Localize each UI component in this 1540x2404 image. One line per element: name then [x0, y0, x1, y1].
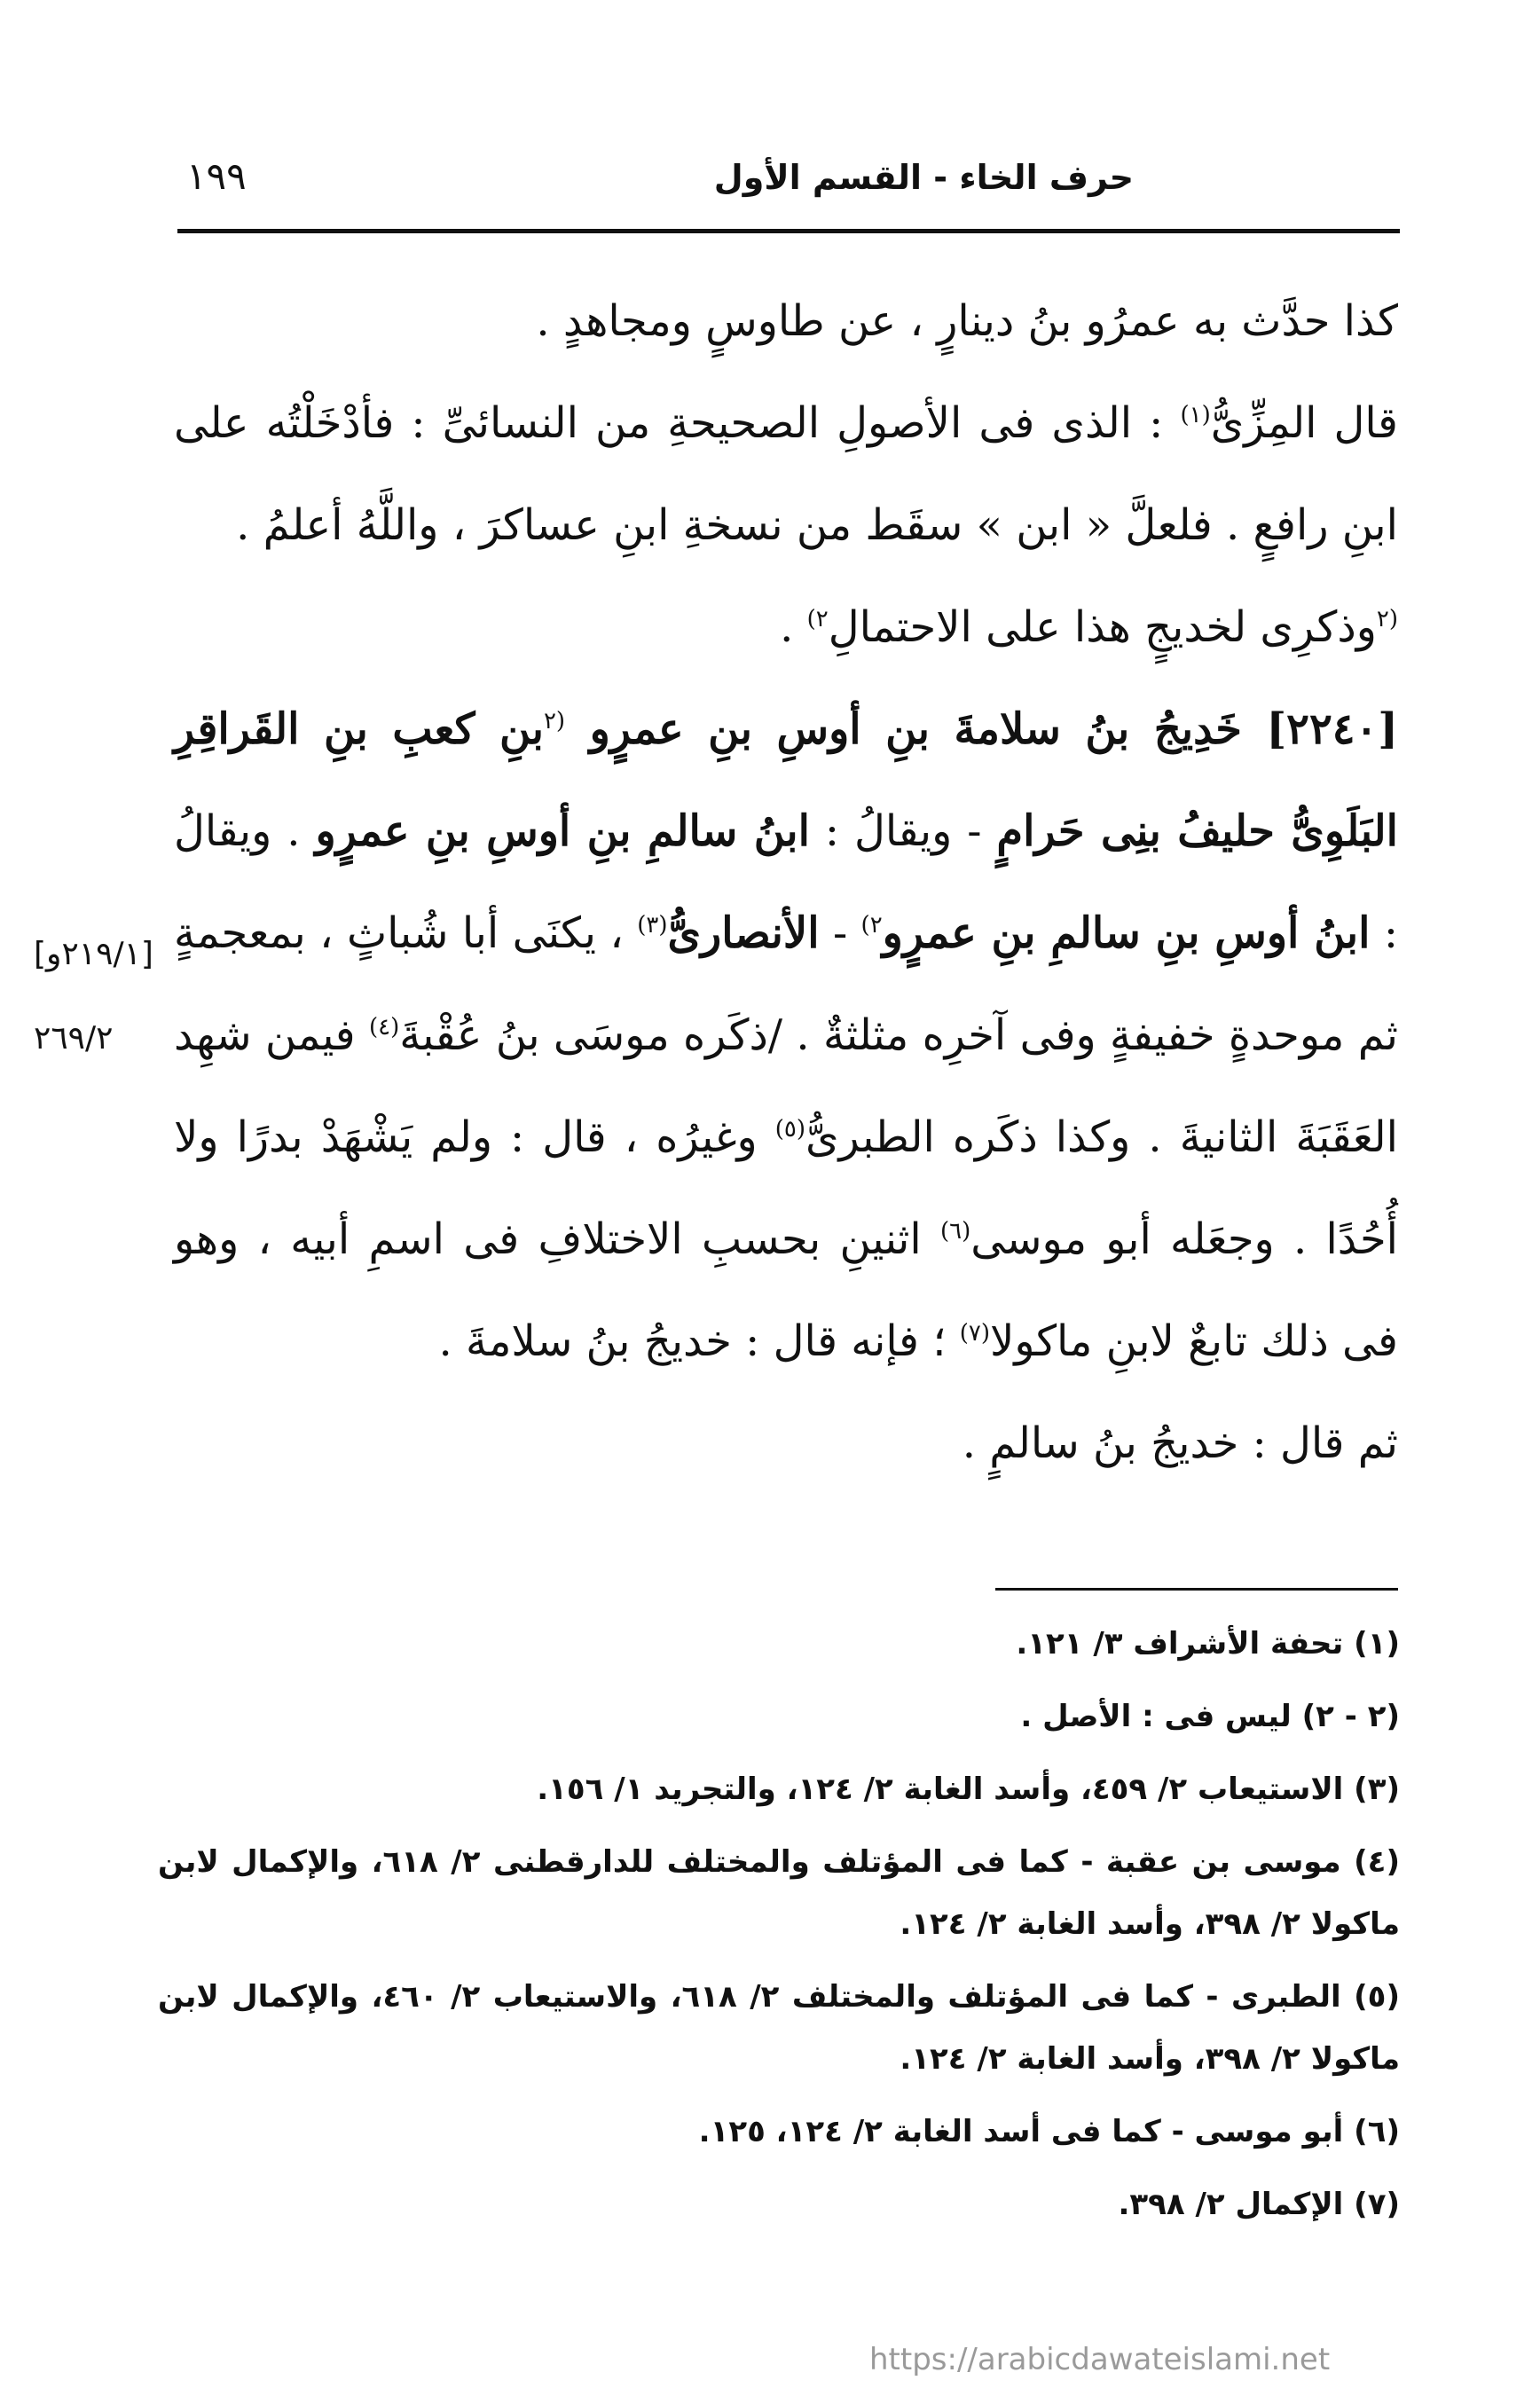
entry-text-6: وغيرُه ، قال : ولم يَشْهَدْ بدرًا ولا أُحُدًا . وجعَله أبو موسى: [174, 1112, 1398, 1264]
footnote-2: (٢ - ٢) ليس فى : الأصل .: [1020, 1699, 1400, 1734]
entry-text-4: ، يكنَى أبا شُباثٍ ، بمعجمةٍ ثم موحدةٍ خفيفةٍ وفى آخرِه مثلثةٌ . /ذكَره موسَى بنُ عُقْبةَ: [174, 908, 1398, 1060]
paragraph-2-rest: : الذى فى الأصولِ الصحيحةِ من النسائىِّ : فأدْخَلْتُه على ابنِ رافعٍ . فلعلَّ « ابن » سقَط من نسخةِ ابنِ عساكرَ ، واللَّهُ أعلمُ .: [174, 398, 1398, 550]
footnote-7: (٧) الإكمال ٢/ ٣٩٨.: [1118, 2187, 1400, 2222]
entry-alternate-name-2: ابنُ أوسِ بنِ سالمِ بنِ عمرٍو: [882, 908, 1371, 958]
margin-manuscript-ref: [٢١٩/١و]: [34, 936, 153, 972]
entry-marker-2-open: (٢: [543, 708, 566, 735]
footnote-marker-1: (١): [1180, 402, 1211, 428]
entry-text-2: . ويقالُ :: [174, 806, 1399, 958]
entry-text-7: اثنينِ بحسبِ الاختلافِ فى اسمِ أبيه ، وهو فى ذلك تابعٌ لابنِ ماكولا: [174, 1214, 1398, 1366]
paragraph-1: كذا حدَّث به عمرُو بنُ دينارٍ ، عن طاوسٍ ومجاهدٍ .: [536, 296, 1398, 346]
page-number: ١٩٩: [186, 154, 247, 198]
paragraph-2-start: قال المِزِّىُّ: [1210, 398, 1399, 448]
running-header-title: حرف الخاء - القسم الأول: [713, 158, 1134, 197]
footnote-1: (١) تحفة الأشراف ٣/ ١٢١.: [1016, 1626, 1400, 1662]
entry-name: خَدِيجُ بنُ سلامةَ بنِ أوسِ بنِ عمرٍو: [565, 704, 1267, 754]
biography-entry: [174, 679, 1398, 1393]
entry-marker-5: (٥): [774, 1116, 805, 1143]
entry-marker-3: (٣): [637, 912, 668, 939]
footnote-3: (٣) الاستيعاب ٢/ ٤٥٩، وأسد الغابة ٢/ ١٢٤، والتجريد ١/ ١٥٦.: [537, 1772, 1400, 1807]
entry-marker-2-close: ٢): [860, 912, 883, 939]
paragraph-3-text: وذكرِى لخديجٍ هذا على الاحتمالِ: [828, 602, 1377, 652]
paragraph-3: [174, 577, 1398, 679]
footnote-6: (٦) أبو موسى - كما فى أسد الغابة ٢/ ١٢٤، ١٢٥.: [698, 2114, 1400, 2149]
entry-text-3: -: [819, 908, 861, 958]
watermark-url: https://arabicdawateislami.net: [869, 2342, 1331, 2377]
footnote-4: (٤) موسى بن عقبة - كما فى المؤتلف والمختلف للدارقطنى ٢/ ٦١٨، والإكمال لابن ماكولا ٢/ ٣٩٨، وأسد الغابة ٢/ ١٢٤.: [158, 1844, 1400, 1942]
footnote-marker-2-close: ٢): [806, 606, 829, 632]
paragraph-3-end: .: [780, 602, 807, 652]
footnotes: [158, 1613, 1400, 2246]
entry-text-5: فيمن شهِد العَقَبَةَ الثانيةَ . وكذا ذكَره الطبرىُّ: [174, 1010, 1398, 1162]
entry-alternate-name-1: ابنُ سالمِ بنِ أوسِ بنِ عمرٍو: [315, 806, 810, 856]
header-divider: [177, 229, 1400, 233]
entry-text-1: - ويقالُ :: [809, 806, 997, 856]
entry-marker-4: (٤): [368, 1014, 400, 1041]
footnote-5: (٥) الطبرى - كما فى المؤتلف والمختلف ٢/ ٦١٨، والاستيعاب ٢/ ٤٦٠، والإكمال لابن ماكولا ٢/ ٣٩٨، وأسد الغابة ٢/ ١٢٤.: [158, 1979, 1400, 2077]
margin-volume-ref: ٢٦٩/٢: [34, 1020, 114, 1057]
entry-nisba: الأنصارىُّ: [667, 908, 820, 958]
paragraph-last: ثم قال : خديجُ بنُ سالمٍ .: [962, 1418, 1398, 1468]
paragraph-2: [174, 373, 1398, 577]
footnote-divider: [995, 1588, 1398, 1591]
entry-name-continued: بنِ كعبِ بنِ القَراقِرِ البَلَوِىُّ حليفُ بنِى حَرامٍ: [174, 704, 1399, 856]
entry-text-8: ؛ فإنه قال : خديجُ بنُ سلامةَ .: [438, 1316, 960, 1366]
page-header: [177, 154, 1400, 220]
entry-number: [٢٢٤٠]: [1266, 704, 1399, 754]
main-text: [174, 271, 1398, 1495]
footnote-marker-2-open: (٢: [1376, 606, 1398, 632]
entry-marker-6: (٦): [940, 1218, 971, 1245]
entry-marker-7: (٧): [959, 1320, 991, 1347]
